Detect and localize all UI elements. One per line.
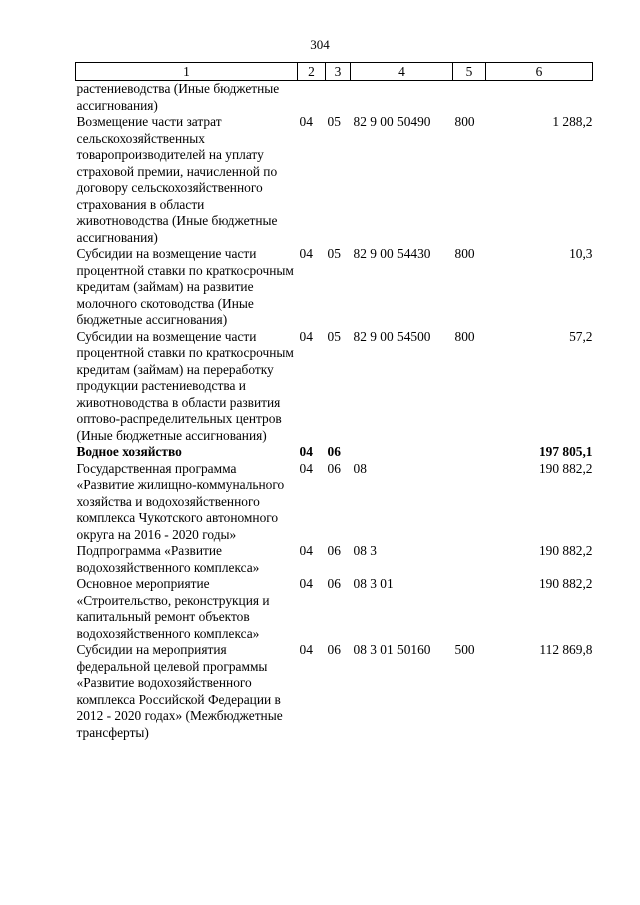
row-expense-type xyxy=(453,576,486,642)
row-name: Субсидии на мероприятия федеральной целевой программы «Развитие водохозяйственного комплекса Российской Федерации в 2012 - 2020 годах» (Межбюджетные трансферты) xyxy=(76,642,283,740)
row-section: 04 xyxy=(299,246,313,261)
table-row xyxy=(76,642,593,741)
row-subsection: 05 xyxy=(327,246,341,261)
row-amount: 1 288,2 xyxy=(552,114,593,129)
column-header-target-article: 4 xyxy=(351,63,453,81)
row-name: Государственная программа «Развитие жилищно-коммунального хозяйства и водохозяйственного комплекса Чукотского автономного округа на 2016 - 2020 годы» xyxy=(76,460,285,542)
row-amount: 57,2 xyxy=(569,328,593,344)
row-name: растениеводства (Иные бюджетные ассигнования) xyxy=(76,81,280,113)
row-amount: 112 869,8 xyxy=(539,642,593,657)
row-amount xyxy=(486,81,593,115)
row-name: Субсидии на возмещение части процентной ставки по краткосрочным кредитам (займам) на развитие молочного скотоводства (Иные бюджетные ассигнования) xyxy=(76,246,294,327)
row-target-article: 82 9 00 54500 xyxy=(353,328,431,344)
row-expense-type xyxy=(453,461,486,544)
row-section: 04 xyxy=(299,114,313,129)
row-target-article: 82 9 00 54430 xyxy=(353,246,431,261)
row-amount: 10,3 xyxy=(569,246,593,261)
row-expense-type: 800 xyxy=(454,328,475,344)
row-section: 04 xyxy=(299,328,313,344)
row-name: Основное мероприятие «Строительство, реконструкция и капитальный ремонт объектов водохозяйственного комплекса» xyxy=(76,576,270,641)
row-target-article xyxy=(351,444,453,461)
row-name: Субсидии на возмещение части процентной ставки по краткосрочным кредитам (займам) на переработку продукции растениеводства и животноводства в области развития оптово-распределительных центров (Иные бюджетные ассигнования) xyxy=(76,328,294,443)
row-subsection xyxy=(326,81,351,115)
row-section: 04 xyxy=(299,444,313,459)
table-row xyxy=(76,114,593,246)
column-header-subsection: 3 xyxy=(326,63,351,81)
row-section: 04 xyxy=(299,460,313,476)
table-row xyxy=(76,576,593,642)
row-amount: 197 805,1 xyxy=(538,444,593,459)
table-row xyxy=(76,461,593,544)
table-row xyxy=(76,329,593,445)
row-expense-type: 800 xyxy=(454,246,475,261)
table-row xyxy=(76,246,593,329)
row-amount: 190 882,2 xyxy=(538,460,593,476)
table-row xyxy=(76,81,593,115)
column-header-expense-type: 5 xyxy=(453,63,486,81)
row-name: Водное хозяйство xyxy=(76,444,182,459)
column-header-section: 2 xyxy=(298,63,326,81)
budget-table xyxy=(75,62,593,741)
row-amount: 190 882,2 xyxy=(538,543,593,558)
row-section: 04 xyxy=(299,576,313,591)
row-name: Возмещение части затрат сельскохозяйственных товаропроизводителей на уплату страховой премии, начисленной по договору сельскохозяйственного страхования в области животноводства (Иные бюджетные ассигнования) xyxy=(76,114,278,245)
row-target-article: 08 3 01 50160 xyxy=(353,642,431,657)
row-subsection: 05 xyxy=(327,328,341,344)
table-row xyxy=(76,543,593,576)
row-subsection: 06 xyxy=(327,642,341,657)
row-target-article xyxy=(351,81,453,115)
table-header-row xyxy=(76,63,593,81)
row-expense-type xyxy=(453,81,486,115)
row-target-article: 08 3 01 xyxy=(353,576,394,591)
row-amount: 190 882,2 xyxy=(538,576,593,591)
row-subsection: 05 xyxy=(327,114,341,129)
row-subsection: 06 xyxy=(327,576,341,591)
page-number: 304 xyxy=(310,37,330,52)
table-row-section-total xyxy=(76,444,593,461)
row-subsection: 06 xyxy=(327,543,341,558)
row-target-article: 82 9 00 50490 xyxy=(353,114,431,129)
row-subsection: 06 xyxy=(327,460,341,476)
row-expense-type xyxy=(453,444,486,461)
row-section xyxy=(298,81,326,115)
row-subsection: 06 xyxy=(327,444,341,459)
row-expense-type xyxy=(453,543,486,576)
row-name: Подпрограмма «Развитие водохозяйственного комплекса» xyxy=(76,543,260,575)
row-target-article: 08 xyxy=(353,460,367,476)
row-expense-type: 500 xyxy=(454,642,475,657)
row-section: 04 xyxy=(299,543,313,558)
row-target-article: 08 3 xyxy=(353,543,377,558)
column-header-name: 1 xyxy=(76,63,298,81)
row-section: 04 xyxy=(299,642,313,657)
column-header-amount: 6 xyxy=(486,63,593,81)
row-expense-type: 800 xyxy=(454,114,475,129)
